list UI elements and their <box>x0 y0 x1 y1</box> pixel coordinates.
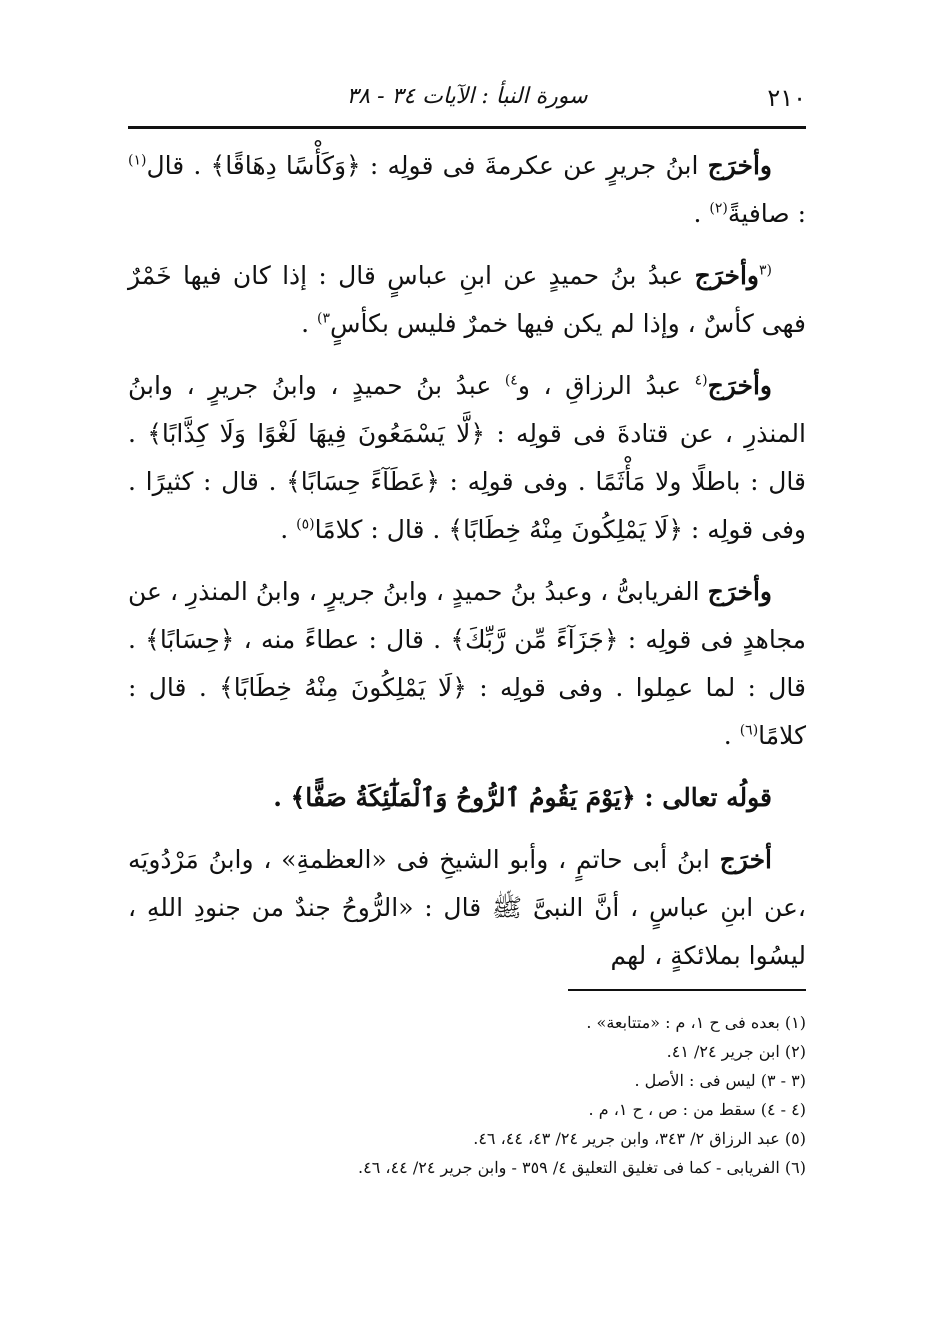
paragraph-2 <box>128 252 806 348</box>
paragraph-text: عبدُ الرزاقِ ، و <box>517 371 695 400</box>
verse-text: ﴿يَوْمَ يَقُومُ ٱلرُّوحُ وَٱلْمَلَٰٓئِكَةُ صَفًّا﴾ . <box>273 783 645 812</box>
paragraph-text: ابنُ أبى حاتمٍ ، وأبو الشيخِ فى «العظمةِ» ، وابنُ مَرْدُويَه ،عن ابنِ عباسٍ ، أنَّ النبىَّ ﷺ قال : «الرُّوحُ جندٌ من جنودِ اللهِ ، ليسُوا بملائكةٍ ، لهم <box>128 845 806 970</box>
footnote-rule <box>568 989 806 991</box>
paragraph-4 <box>128 568 806 760</box>
footnote-5: (٥) عبد الرزاق ٢/ ٣٤٣، وابن جرير ٢٤/ ٤٣، ٤٤، ٤٦. <box>473 1129 806 1148</box>
paragraph-text: عبدُ بنُ حميدٍ ، وابنُ جريرٍ ، وابنُ المنذرِ ، عن قتادةَ فى قولِه : ﴿لَّا يَسْمَعُونَ فِيهَا لَغْوًا وَلَا كِذَّابًا﴾ . قال : باطلًا ولا مَأْثَمًا . وفى قولِه : ﴿عَطَآءً حِسَابًا﴾ . قال : كثيرًا . وفى قولِه : ﴿لَا يَمْلِكُونَ مِنْهُ خِطَابًا﴾ . قال : كلامًا <box>128 371 806 544</box>
footnote-marker: (٤ <box>694 372 708 389</box>
verse-lead: قولُه تعالى : <box>644 783 772 812</box>
paragraph-lead: وأخرَج <box>694 261 759 290</box>
paragraph-text: . <box>693 199 710 228</box>
footnote-marker: (١) <box>128 152 147 169</box>
page-number: ٢١٠ <box>767 84 806 112</box>
footnote-3: (٣ - ٣) ليس فى : الأصل . <box>634 1071 806 1090</box>
footnote-marker: ٤) <box>504 372 518 389</box>
paragraph-1 <box>128 142 806 238</box>
page-body <box>128 142 806 994</box>
footnote-6: (٦) الفريابى - كما فى تغليق التعليق ٤/ ٣٥٩ - وابن جرير ٢٤/ ٤٤، ٤٦. <box>358 1158 806 1177</box>
footnote-marker: (٢) <box>709 200 728 217</box>
paragraph-lead: وأخرَج <box>707 371 772 400</box>
paragraph-text: الفريابىُّ ، وعبدُ بنُ حميدٍ ، وابنُ جريرٍ ، وابنُ المنذرِ ، عن مجاهدٍ فى قولِه : ﴿جَزَآءً مِّن رَّبِّكَ﴾ . قال : عطاءً منه ، ﴿حِسَابًا﴾ . قال : لما عمِلوا . وفى قولِه : ﴿لَا يَمْلِكُونَ مِنْهُ خِطَابًا﴾ . قال : كلامًا <box>128 577 806 750</box>
paragraph-lead: وأخرَج <box>707 151 772 180</box>
footnote-marker: (٦) <box>739 722 759 739</box>
page-header <box>128 80 806 120</box>
paragraph-lead: أخرَج <box>719 845 772 874</box>
header-rule <box>128 126 806 129</box>
footnote-marker: (٣ <box>759 262 772 279</box>
paragraph-text: . <box>301 309 318 338</box>
footnote-1: (١) بعده فى ح ١، م : «متتابعة» . <box>586 1013 806 1032</box>
footnote-marker: (٥) <box>296 516 315 533</box>
book-page <box>128 80 806 1280</box>
footnote-2: (٢) ابن جرير ٢٤/ ٤١. <box>666 1042 806 1061</box>
footnote-marker: ٣) <box>317 310 331 327</box>
paragraph-text: . <box>723 721 740 750</box>
paragraph-text: : صافيةً <box>727 199 806 228</box>
footnotes <box>128 1008 806 1182</box>
paragraph-6 <box>128 836 806 980</box>
paragraph-text: عبدُ بنُ حميدٍ عن ابنِ عباسٍ قال : إذا كان فيها خَمْرٌ فهى كأسٌ ، وإذا لم يكن فيها خمرٌ فليس بكأسٍ <box>128 261 806 338</box>
paragraph-text: ابنُ جريرٍ عن عكرمةَ فى قولِه : ﴿وَكَأْسًا دِهَاقًا﴾ . قال <box>146 151 708 180</box>
paragraph-lead: وأخرَج <box>707 577 772 606</box>
footnote-4: (٤ - ٤) سقط من : ص ، ح ١، م . <box>588 1100 806 1119</box>
paragraph-text: . <box>280 515 297 544</box>
verse-heading <box>128 774 806 822</box>
paragraph-3 <box>128 362 806 554</box>
running-title: سورة النبأ : الآيات ٣٤ - ٣٨ <box>346 84 588 109</box>
